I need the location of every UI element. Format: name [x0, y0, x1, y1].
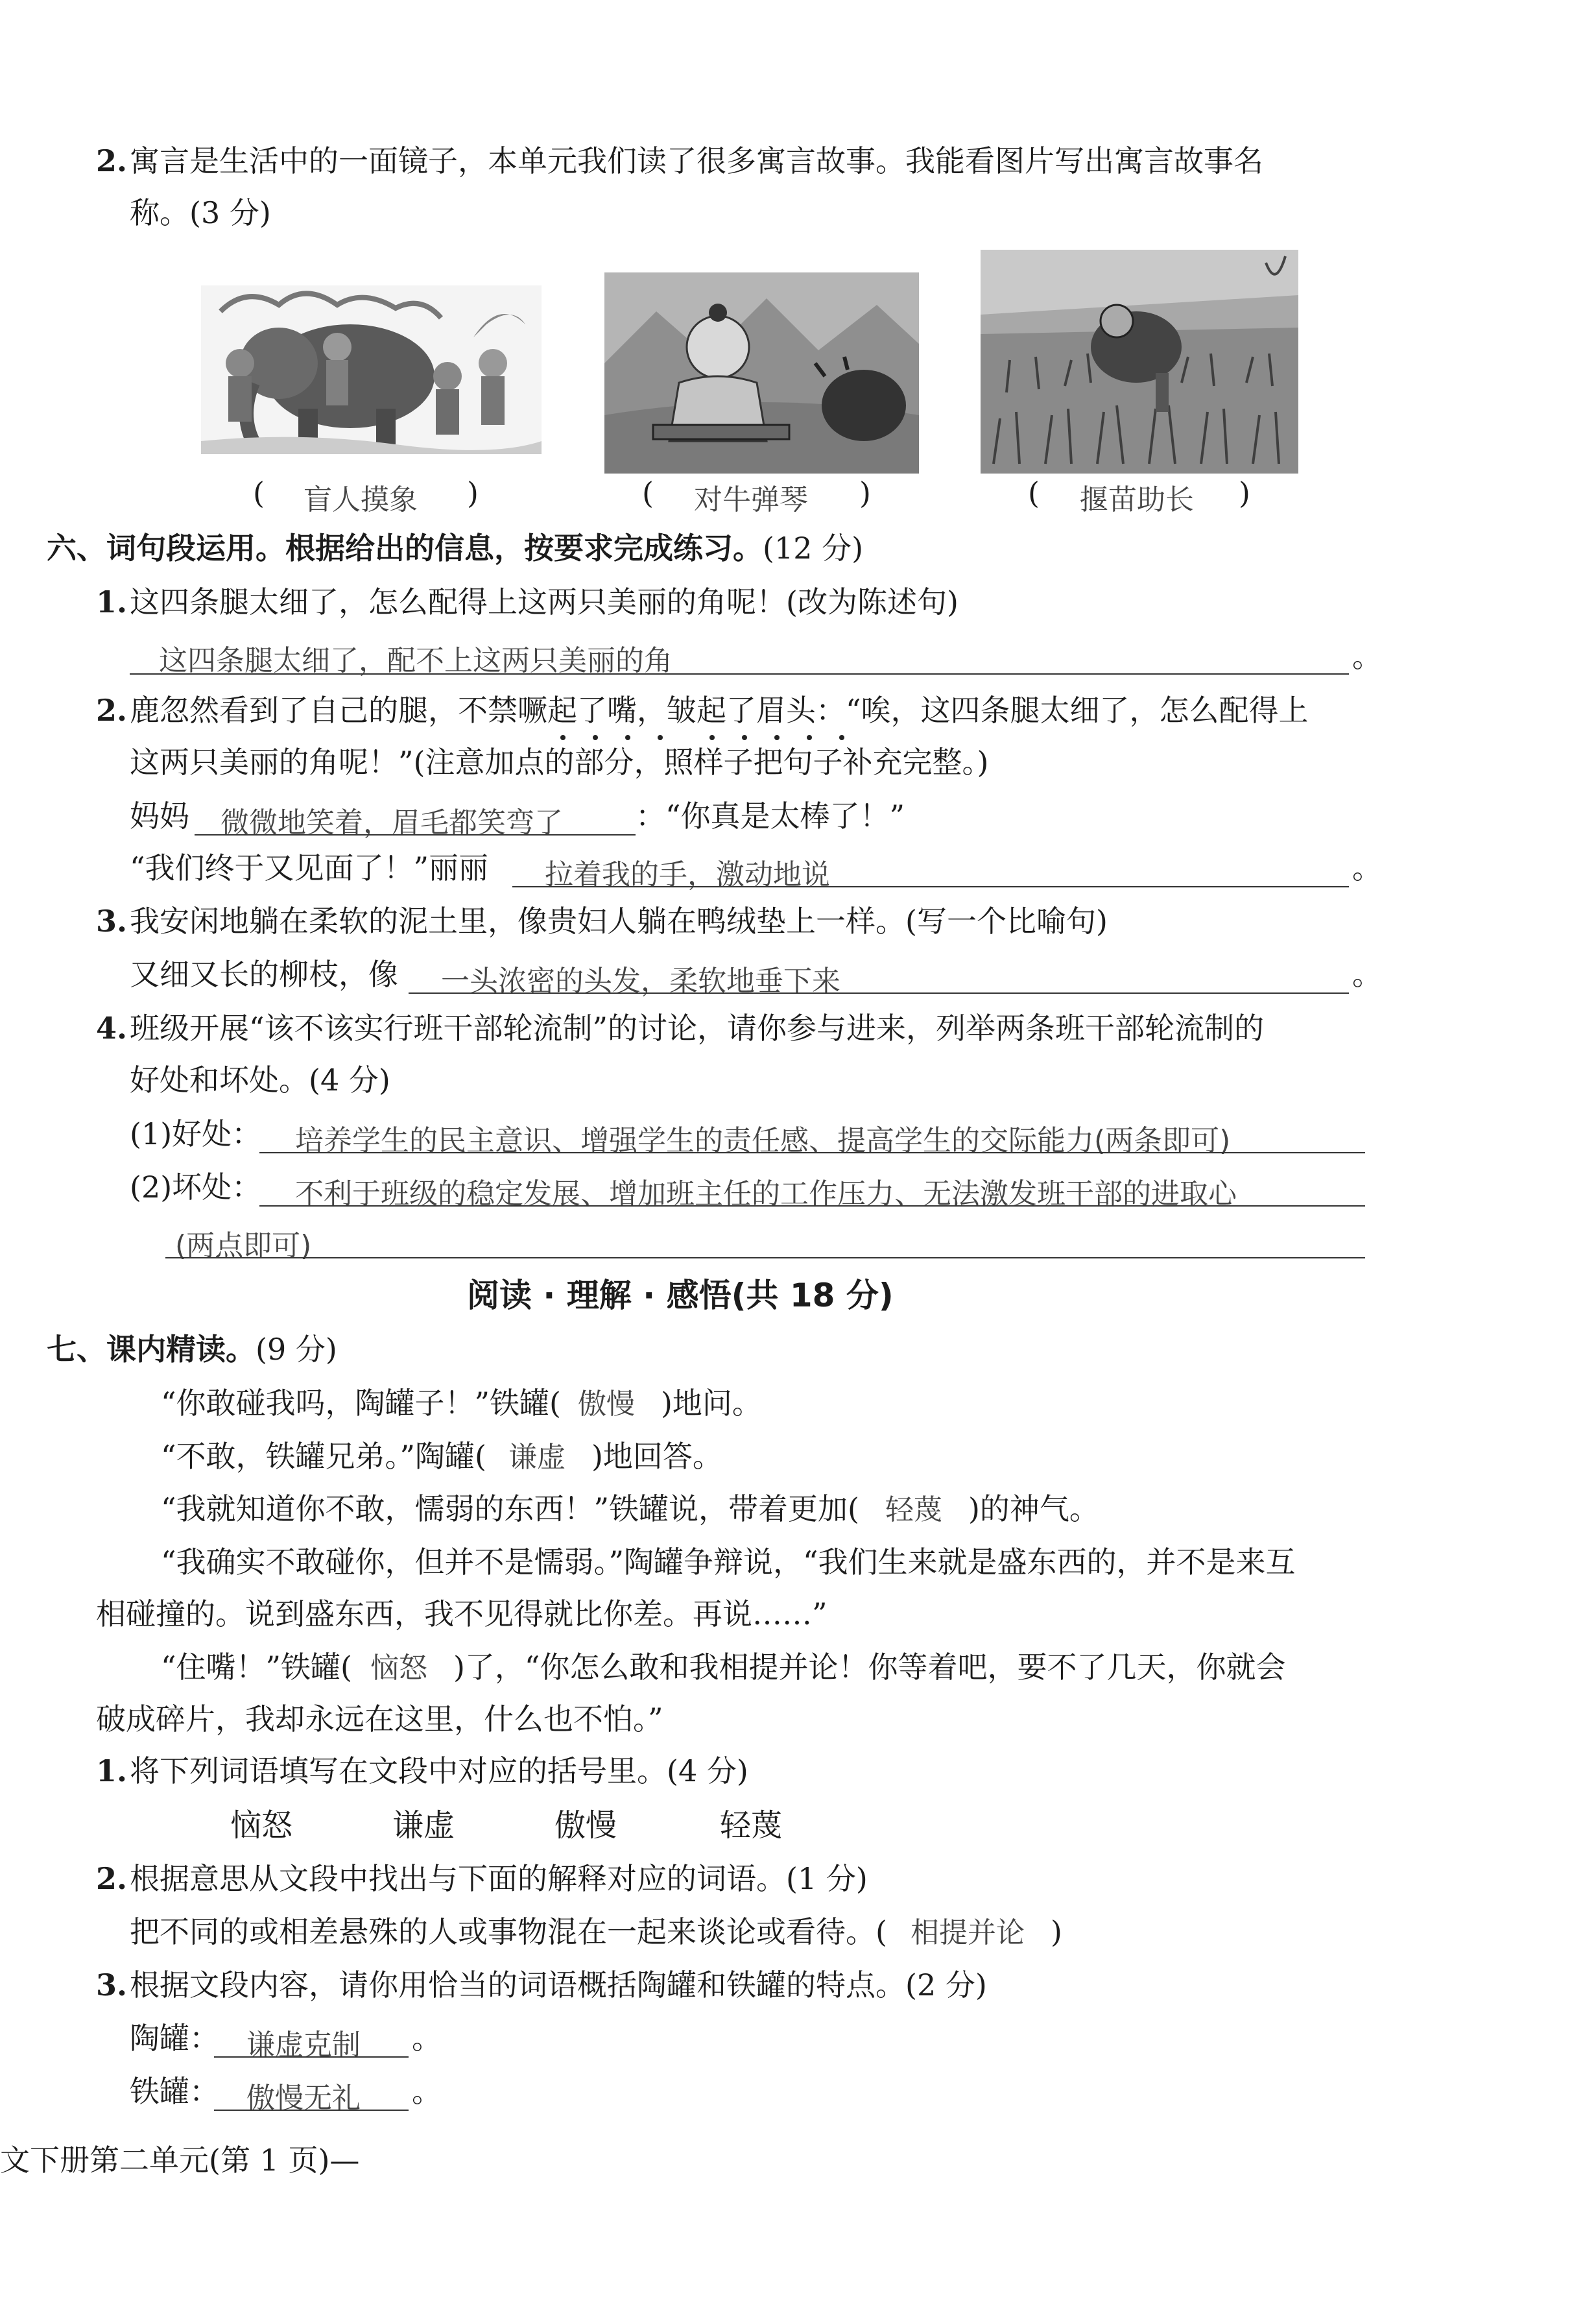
page-footer: 文下册第二单元(第 1 页)— — [0, 2143, 360, 2178]
example-prefix: 妈妈 — [130, 799, 189, 834]
question-text: 这四条腿太细了，怎么配得上这两只美丽的角呢！(改为陈述句) — [130, 584, 959, 619]
emphasis-dot — [709, 735, 715, 740]
paren-close: ) — [859, 475, 871, 511]
example-prefix: 又细又长的柳枝，像 — [130, 957, 398, 992]
passage-para: “我确实不敢碰你，但并不是懦弱。”陶罐争辩说，“我们生来就是盛东西的，并不是来互 — [161, 1545, 1296, 1580]
answer-text: 培养学生的民主意识、增强学生的责任感、提高学生的交际能力(两条即可) — [295, 1124, 1231, 1157]
tao-label: 陶罐： — [130, 2021, 219, 2056]
period: 。 — [1352, 639, 1382, 674]
answer-text: 揠苗助长 — [1080, 483, 1194, 516]
question-text: 根据意思从文段中找出与下面的解释对应的词语。(1 分) — [130, 1861, 868, 1896]
reading-section-header: 阅读 · 理解 · 感悟(共 18 分) — [467, 1277, 894, 1314]
paren-open: ( — [1028, 475, 1040, 511]
answer-text: 一头浓密的头发，柔软地垂下来 — [441, 965, 840, 998]
question-text-cont: 称。(3 分) — [130, 195, 271, 230]
question-number: 4. — [96, 1011, 128, 1046]
emphasis-dot — [658, 735, 663, 740]
paren-open: ( — [642, 475, 654, 511]
passage-para: “不敢，铁罐兄弟。”陶罐( 谦虚 )地回答。 — [161, 1439, 722, 1474]
paren-open: ( — [253, 475, 265, 511]
passage-para-cont: 相碰撞的。说到盛东西，我不见得就比你差。再说……” — [96, 1596, 828, 1631]
answer-line — [195, 834, 636, 836]
question-text: 将下列词语填写在文段中对应的括号里。(4 分) — [130, 1753, 748, 1788]
answer-text: 不利于班级的稳定发展、增加班主任的工作压力、无法激发班干部的进取心 — [295, 1177, 1237, 1210]
word-option: 轻蔑 — [720, 1807, 783, 1844]
emphasis-dot — [774, 735, 780, 740]
emphasis-dot — [839, 735, 844, 740]
section-title: 六、词句段运用。根据给出的信息，按要求完成练习。(12 分) — [47, 531, 864, 566]
question-number: 2. — [96, 693, 128, 728]
question-number: 2. — [96, 1861, 128, 1896]
word-option: 傲慢 — [554, 1807, 617, 1844]
good-label: (1)好处： — [130, 1116, 262, 1151]
question-number: 3. — [96, 1967, 128, 2002]
emphasis-dot — [593, 735, 598, 740]
emphasis-dot — [807, 735, 812, 740]
example-prefix: “我们终于又见面了！”丽丽 — [130, 850, 489, 885]
passage-para: “住嘴！”铁罐( 恼怒 )了，“你怎么敢和我相提并论！你等着吧，要不了几天，你就会 — [161, 1650, 1286, 1685]
question-number: 1. — [96, 1753, 128, 1788]
answer-line — [512, 886, 1349, 887]
period: 。 — [1352, 850, 1382, 885]
emphasis-dot — [742, 735, 747, 740]
question-text-cont: 这两只美丽的角呢！”(注意加点的部分，照样子把句子补充完整。) — [130, 745, 989, 780]
bad-label: (2)坏处： — [130, 1170, 262, 1205]
question-text: 寓言是生活中的一面镜子，本单元我们读了很多寓言故事。我能看图片写出寓言故事名 — [130, 143, 1263, 178]
question-number: 1. — [96, 584, 128, 619]
period: 。 — [1352, 957, 1382, 992]
answer-text: 傲慢无礼 — [246, 2082, 361, 2115]
paren-close: ) — [467, 475, 479, 511]
question-text: 鹿忽然看到了自己的腿，不禁噘起了嘴，皱起了眉头：“唉，这四条腿太细了，怎么配得上 — [130, 693, 1309, 728]
answer-text: 拉着我的手，激动地说 — [545, 858, 830, 891]
answer-text: (两点即可) — [175, 1229, 312, 1262]
question-text-cont: 好处和坏处。(4 分) — [130, 1063, 390, 1098]
question-text: 我安闲地躺在柔软的泥土里，像贵妇人躺在鸭绒垫上一样。(写一个比喻句) — [130, 904, 1108, 939]
answer-line — [130, 673, 1349, 675]
word-option: 谦虚 — [392, 1807, 455, 1844]
section-title: 七、课内精读。(9 分) — [47, 1332, 337, 1367]
emphasis-dot — [560, 735, 566, 740]
answer-line — [409, 992, 1349, 994]
answer-line — [214, 2110, 409, 2111]
boy-playing-zither-to-ox-illustration — [604, 272, 919, 474]
question-text: 根据文段内容，请你用恰当的词语概括陶罐和铁罐的特点。(2 分) — [130, 1967, 987, 2002]
question-number: 3. — [96, 904, 128, 939]
passage-para-cont: 破成碎片，我却永远在这里，什么也不怕。” — [96, 1702, 663, 1737]
answer-text: 谦虚克制 — [246, 2028, 361, 2062]
emphasis-dot — [625, 735, 630, 740]
answer-text: 对牛弹琴 — [694, 483, 808, 516]
answer-line — [259, 1205, 1365, 1207]
passage-para: “你敢碰我吗，陶罐子！”铁罐( 傲慢 )地问。 — [161, 1386, 762, 1421]
passage-para: “我就知道你不敢，懦弱的东西！”铁罐说，带着更加( 轻蔑 )的神气。 — [161, 1491, 1099, 1526]
answer-text: 盲人摸象 — [304, 483, 418, 516]
answer-text: 微微地笑着，眉毛都笑弯了 — [220, 806, 563, 839]
word-option: 恼怒 — [230, 1807, 293, 1844]
question-number: 2. — [96, 143, 128, 178]
elephant-and-blind-men-illustration — [201, 285, 542, 454]
farmer-pulling-seedlings-illustration — [981, 250, 1298, 474]
tie-label: 铁罐： — [130, 2074, 219, 2109]
question-text: 班级开展“该不该实行班干部轮流制”的讨论，请你参与进来，列举两条班干部轮流制的 — [130, 1011, 1265, 1046]
example-suffix: ：“你真是太棒了！” — [636, 799, 905, 834]
period: 。 — [412, 2021, 442, 2056]
paren-close: ) — [1239, 475, 1250, 511]
answer-line — [259, 1152, 1365, 1153]
answer-text: 这四条腿太细了，配不上这两只美丽的角 — [159, 644, 673, 677]
definition-text: 把不同的或相差悬殊的人或事物混在一起来谈论或看待。( 相提并论 ) — [130, 1914, 1062, 1949]
answer-line — [165, 1257, 1365, 1258]
period: 。 — [412, 2074, 442, 2109]
answer-line — [214, 2056, 409, 2058]
